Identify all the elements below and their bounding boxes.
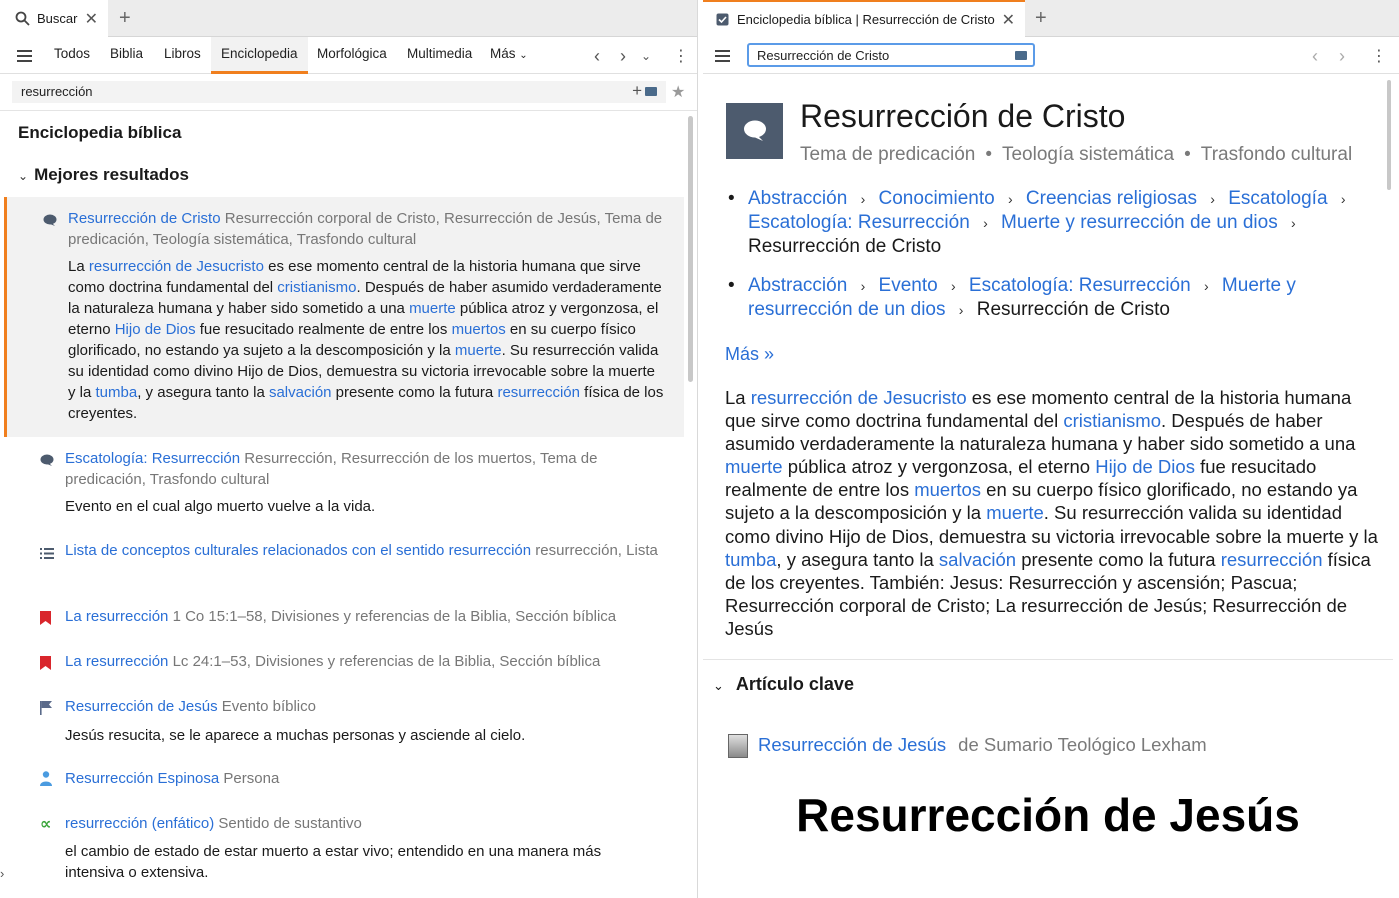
key-article-link[interactable]: Resurrección de Jesús	[758, 734, 947, 755]
bookmark-icon	[40, 655, 54, 669]
subtitle-item: Tema de predicación	[800, 144, 976, 165]
text-run: La	[68, 258, 89, 275]
result-item[interactable]	[4, 448, 684, 517]
inline-link[interactable]: resurrección	[1220, 548, 1323, 570]
chevron-down-icon: ⌄	[713, 678, 724, 693]
result-title[interactable]: La resurrección	[65, 653, 169, 670]
key-article-heading: Resurrección de Jesús	[796, 789, 1300, 841]
text-run: . Después de haber asumido verdaderamente la naturaleza humana y haber sido sometido a una	[68, 279, 662, 317]
breadcrumb-separator-icon: ›	[860, 191, 866, 207]
breadcrumb-separator-icon: ›	[1210, 191, 1215, 207]
inline-link[interactable]: salvación	[268, 384, 332, 401]
nav-mas-label: Más	[490, 46, 516, 61]
add-icon[interactable]: +	[632, 81, 642, 100]
key-article-row[interactable]	[728, 734, 1207, 758]
text-run: presente como la futura	[331, 384, 498, 401]
breadcrumb-separator-icon: ›	[860, 278, 866, 294]
tab-article[interactable]	[703, 0, 1025, 37]
topic-bubble-icon	[40, 452, 54, 466]
text-run: pública atroz y vergonzosa, el eterno	[782, 456, 1096, 478]
inline-link[interactable]: muerte	[986, 502, 1044, 524]
result-item[interactable]	[4, 813, 684, 883]
breadcrumb-link[interactable]: Escatología: Resurrección	[968, 275, 1191, 296]
section-key-article-label: Artículo clave	[735, 674, 854, 694]
result-meta: 1 Co 15:1–58, Divisiones y referencias de la Biblia, Sección bíblica	[172, 608, 617, 625]
person-icon	[40, 771, 54, 785]
result-title[interactable]: Resurrección Espinosa	[65, 770, 220, 787]
chevron-down-icon: ⌄	[18, 169, 29, 183]
search-query: resurrección	[21, 84, 93, 99]
history-dropdown-icon[interactable]: ⌄	[641, 49, 652, 63]
breadcrumb-line	[726, 274, 1386, 322]
text-run: . Su resurrección valida su identidad como divino Hijo de Dios, demuestra su victoria irrevocable sobre la muerte y la	[725, 502, 1378, 547]
article-subtitle: Tema de predicación • Teología sistemática • Trasfondo cultural	[800, 144, 1353, 165]
breadcrumb-link[interactable]: Abstracción	[748, 188, 848, 209]
new-tab-icon[interactable]: +	[119, 7, 131, 29]
result-item[interactable]	[4, 606, 684, 627]
result-item[interactable]	[4, 696, 684, 746]
article-search-input[interactable]	[747, 43, 1035, 67]
topic-logo-icon	[726, 103, 783, 159]
result-description	[7, 256, 684, 424]
search-input[interactable]	[12, 81, 666, 103]
result-title[interactable]: Resurrección de Jesús	[65, 698, 218, 715]
nav-enciclopedia[interactable]: Enciclopedia	[211, 37, 308, 74]
flag-icon	[40, 700, 54, 714]
key-article-source: de Sumario Teológico Lexham	[958, 734, 1207, 755]
breadcrumb-separator-icon: ›	[1290, 215, 1296, 231]
results-list	[0, 111, 686, 898]
inline-link[interactable]: muertos	[451, 321, 506, 338]
result-meta: Lc 24:1–53, Divisiones y referencias de la Biblia, Sección bíblica	[172, 653, 601, 670]
breadcrumb-link[interactable]: Evento	[878, 275, 938, 296]
sense-icon: ∝	[40, 816, 52, 833]
breadcrumb-separator-icon: ›	[1203, 278, 1209, 294]
article-pane	[703, 0, 1399, 898]
breadcrumb-separator-icon: ›	[983, 215, 988, 231]
more-link[interactable]: Más »	[725, 344, 775, 364]
tab-search-label: Buscar	[37, 11, 78, 26]
topic-bubble-icon	[43, 212, 57, 226]
text-run: . Después de haber asumido verdaderamente la naturaleza humana y haber sido sometido a una	[725, 410, 1356, 455]
menu-icon[interactable]	[17, 50, 32, 61]
text-run: , y asegura tanto la	[776, 548, 939, 570]
result-title[interactable]: Lista de conceptos culturales relacionados con el sentido resurrección	[65, 542, 532, 559]
result-title[interactable]: La resurrección	[65, 608, 169, 625]
article-paragraph	[725, 386, 1380, 640]
keyboard-icon[interactable]	[1015, 51, 1027, 60]
inline-link[interactable]: cristianismo	[1063, 410, 1162, 432]
breadcrumb: • Abstracción › Evento › Escatología: Resurrección › Muerte y resurrección de un dios › Resurrección de Cristo	[726, 274, 1386, 322]
breadcrumb-link[interactable]: Muerte y resurrección de un dios	[748, 275, 1296, 320]
section-best-results[interactable]	[18, 165, 189, 185]
more-options-icon[interactable]: ⋮	[1371, 48, 1387, 65]
text-run: es ese momento central de la historia humana que sirve como doctrina fundamental del	[725, 387, 1352, 432]
result-description: Jesús resucita, se le aparece a muchas personas y asciende al cielo.	[65, 727, 526, 744]
inline-link[interactable]: tumba	[725, 548, 777, 570]
result-title[interactable]: Escatología: Resurrección	[65, 450, 241, 467]
breadcrumb-separator-icon: ›	[958, 302, 964, 318]
back-icon[interactable]: ‹	[594, 46, 600, 66]
text-run: pública atroz y vergonzosa, el eterno	[68, 300, 659, 338]
result-meta: Evento bíblico	[221, 698, 316, 715]
result-description: el cambio de estado de estar muerto a estar vivo; entendido en una manera más intensiva o extensiva.	[65, 843, 602, 881]
inline-link[interactable]: salvación	[938, 548, 1017, 570]
inline-link[interactable]: cristianismo	[277, 279, 357, 296]
nav-todos[interactable]: Todos	[54, 46, 91, 61]
chevron-down-icon: ⌄	[519, 50, 528, 61]
result-meta: resurrección, Lista	[535, 542, 658, 559]
inline-link[interactable]: resurrección de Jesucristo	[88, 258, 264, 275]
breadcrumb: • Abstracción › Conocimiento › Creencias religiosas › Escatología › Escatología: Resurrección › Muerte y resurrección de un dios › Resurrección de Cristo	[726, 187, 1386, 258]
breadcrumb-line	[726, 187, 1386, 258]
text-run: La	[725, 387, 751, 408]
article-content	[703, 74, 1393, 898]
search-pane	[0, 0, 698, 898]
text-run: física de los creyentes.	[68, 384, 664, 422]
text-run: fue resucitado realmente de entre los	[195, 321, 452, 338]
text-run: física de los creyentes. También: Jesus: Resurrección y ascensión; Pascua; Resurrección corporal de Cristo; La resurrección de Jesús; Resurrección de Jesús	[725, 548, 1371, 639]
subtitle-item: Trasfondo cultural	[1200, 144, 1353, 165]
result-item[interactable]	[4, 197, 684, 437]
breadcrumb-separator-icon: ›	[950, 278, 956, 294]
tab-search[interactable]	[0, 0, 108, 37]
result-meta: Resurrección corporal de Cristo, Resurrección de Jesús, Tema de predicación, Teología sistemática, Trasfondo cultural	[68, 210, 663, 248]
breadcrumb-link[interactable]: Escatología: Resurrección	[748, 212, 970, 233]
text-run: , y asegura tanto la	[137, 384, 269, 401]
bookmark-icon	[40, 610, 54, 624]
result-meta: Sentido de sustantivo	[218, 815, 362, 832]
new-tab-icon[interactable]: +	[1035, 7, 1047, 29]
nav-multimedia[interactable]: Multimedia	[407, 46, 473, 61]
article-search-value: Resurrección de Cristo	[757, 48, 890, 63]
right-tabbar	[703, 0, 1399, 37]
result-item[interactable]	[4, 768, 684, 789]
subtitle-item: Teología sistemática	[1001, 144, 1175, 165]
breadcrumb-link[interactable]: Conocimiento	[878, 188, 995, 209]
nav-mas[interactable]	[490, 37, 528, 74]
close-icon[interactable]: ✕	[1001, 11, 1015, 29]
section-best-results-label: Mejores resultados	[34, 165, 190, 184]
result-item[interactable]	[4, 540, 684, 561]
forward-icon[interactable]: ›	[620, 46, 626, 66]
result-title[interactable]: resurrección (enfático)	[65, 815, 215, 832]
breadcrumb-separator-icon: ›	[1007, 191, 1013, 207]
result-item[interactable]	[4, 651, 684, 672]
chevron-right-icon[interactable]: ›	[0, 866, 5, 881]
tab-article-label: Enciclopedia bíblica | Resurrección de Cristo	[737, 12, 995, 27]
nav-biblia[interactable]: Biblia	[110, 46, 144, 61]
result-title[interactable]: Resurrección de Cristo	[68, 210, 221, 227]
scrollbar[interactable]	[1387, 80, 1391, 190]
scrollbar[interactable]	[688, 116, 693, 382]
breadcrumb-separator-icon: ›	[1340, 191, 1346, 207]
inline-link[interactable]: muerte	[409, 300, 456, 317]
search-icon	[14, 11, 30, 27]
inline-link[interactable]: Hijo de Dios	[1095, 456, 1195, 478]
text-run: en su cuerpo físico glorificado, no estando ya sujeto a la descomposición y la	[68, 321, 636, 359]
book-icon	[728, 734, 748, 758]
close-icon[interactable]: ✕	[84, 10, 98, 28]
breadcrumb-link[interactable]: Abstracción	[748, 275, 848, 296]
menu-icon[interactable]	[715, 50, 730, 61]
text-run: fue resucitado realmente de entre los	[725, 456, 1317, 501]
forward-icon[interactable]: ›	[1339, 46, 1345, 66]
divider	[703, 659, 1393, 660]
result-meta: Persona	[223, 770, 280, 787]
result-description: Evento en el cual algo muerto vuelve a la vida.	[65, 498, 376, 515]
breadcrumb-link[interactable]: Creencias religiosas	[1025, 188, 1197, 209]
breadcrumb-link[interactable]: Muerte y resurrección de un dios	[1001, 212, 1278, 233]
breadcrumb-link[interactable]: Escatología	[1228, 188, 1328, 209]
left-nav	[0, 37, 697, 74]
inline-link[interactable]: muerte	[454, 342, 502, 359]
results-heading: Enciclopedia bíblica	[18, 123, 182, 142]
nav-libros[interactable]: Libros	[164, 46, 201, 61]
text-run: presente como la futura	[1016, 548, 1221, 570]
checkbox-icon	[714, 12, 730, 28]
left-tabbar	[0, 0, 697, 37]
favorite-star-icon[interactable]: ★	[671, 84, 686, 101]
section-key-article[interactable]	[713, 674, 854, 695]
back-icon[interactable]: ‹	[1312, 46, 1318, 66]
breadcrumb-current: Resurrección de Cristo	[748, 236, 942, 257]
text-run: en su cuerpo físico glorificado, no estando ya sujeto a la descomposición y la	[725, 479, 1358, 524]
list-icon	[40, 544, 54, 558]
breadcrumb-current: Resurrección de Cristo	[976, 299, 1170, 320]
text-run: . Su resurrección valida su identidad como divino Hijo de Dios, demuestra su victoria irrevocable sobre la muerte y la	[68, 342, 659, 401]
inline-link[interactable]: muertos	[914, 479, 982, 501]
more-options-icon[interactable]: ⋮	[673, 48, 689, 65]
nav-morfologica[interactable]: Morfológica	[317, 46, 387, 61]
right-nav	[703, 37, 1399, 74]
inline-link[interactable]: muerte	[725, 456, 783, 478]
result-meta: Resurrección, Resurrección de los muertos, Tema de predicación, Trasfondo cultural	[65, 450, 598, 488]
inline-link[interactable]: tumba	[95, 384, 138, 401]
keyboard-icon[interactable]	[645, 87, 657, 96]
inline-link[interactable]: resurrección	[497, 384, 580, 401]
text-run: es ese momento central de la historia humana que sirve como doctrina fundamental del	[68, 258, 641, 296]
inline-link[interactable]: Hijo de Dios	[114, 321, 196, 338]
article-title: Resurrección de Cristo	[800, 98, 1126, 134]
inline-link[interactable]: resurrección de Jesucristo	[750, 387, 967, 408]
